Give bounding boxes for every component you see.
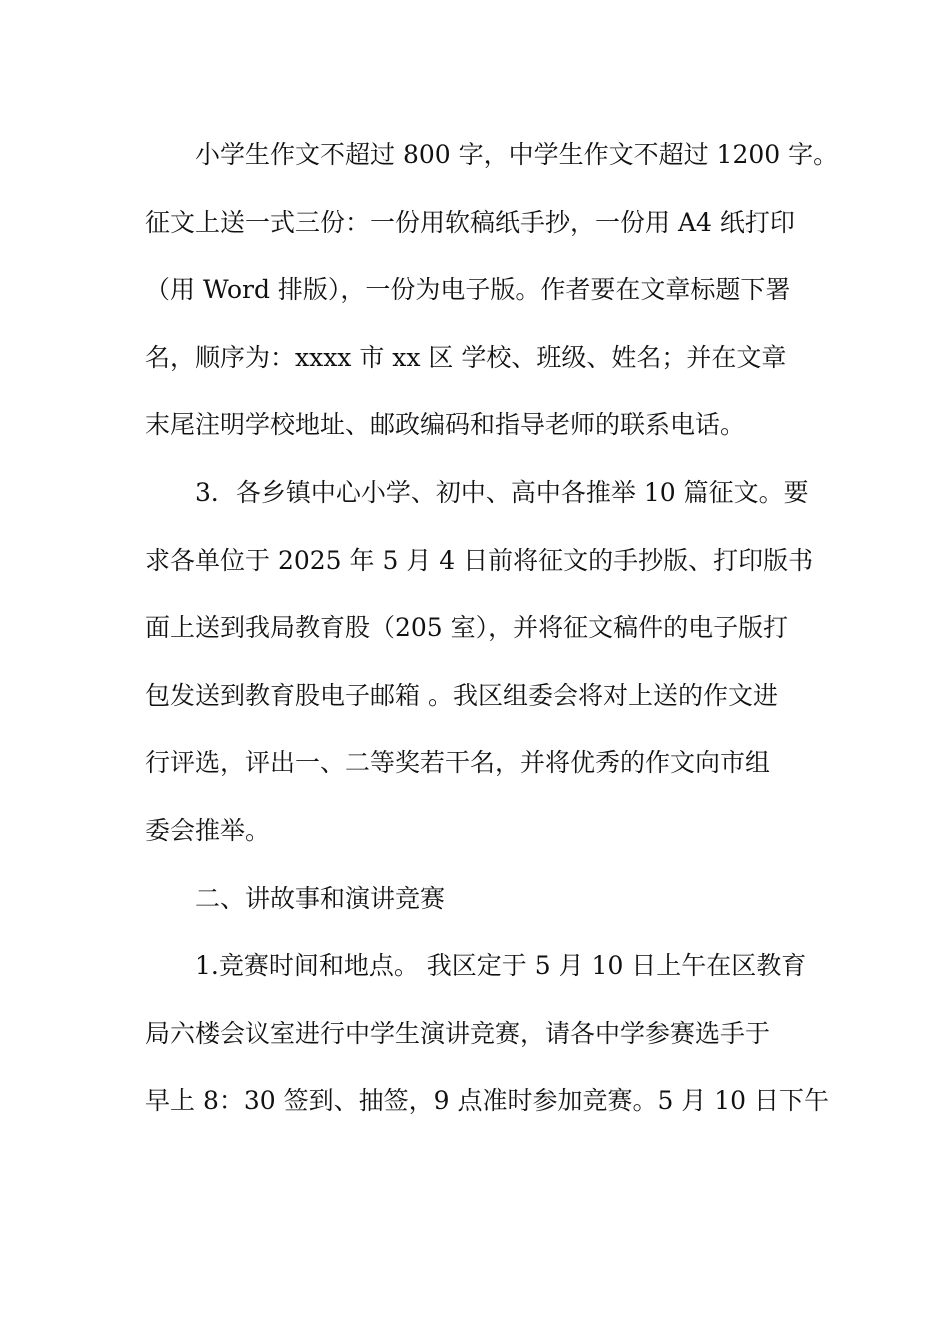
- paragraph-line: 3．各乡镇中心小学、初中、高中各推举 10 篇征文。要: [195, 477, 809, 507]
- paragraph-line: 局六楼会议室进行中学生演讲竞赛，请各中学参赛选手于: [145, 1018, 771, 1048]
- paragraph-line: 行评选，评出一、二等奖若干名，并将优秀的作文向市组: [145, 748, 771, 778]
- paragraph-line: 包发送到教育股电子邮箱 。我区组委会将对上送的作文进: [145, 680, 778, 710]
- paragraph-line: 早上 8：30 签到、抽签，9 点准时参加竞赛。5 月 10 日下午: [145, 1086, 830, 1116]
- paragraph-line: （用 Word 排版），一份为电子版。作者要在文章标题下署: [145, 275, 791, 305]
- paragraph-line: 1.竞赛时间和地点。 我区定于 5 月 10 日上午在区教育: [195, 951, 807, 981]
- document-body: [145, 121, 839, 1135]
- paragraph-line: 面上送到我局教育股（205 室），并将征文稿件的电子版打: [145, 613, 789, 643]
- paragraph-line: 求各单位于 2025 年 5 月 4 日前将征文的手抄版、打印版书: [145, 545, 814, 575]
- paragraph-line: 征文上送一式三份：一份用软稿纸手抄，一份用 A4 纸打印: [145, 207, 795, 237]
- paragraph-line: 委会推举。: [145, 815, 271, 845]
- paragraph-line: 名，顺序为：xxxx 市 xx 区 学校、班级、姓名；并在文章: [145, 342, 787, 372]
- section-heading: 二、讲故事和演讲竞赛: [195, 883, 446, 913]
- paragraph-line: 小学生作文不超过 800 字，中学生作文不超过 1200 字。: [195, 140, 839, 169]
- paragraph-line: 末尾注明学校地址、邮政编码和指导老师的联系电话。: [145, 410, 746, 440]
